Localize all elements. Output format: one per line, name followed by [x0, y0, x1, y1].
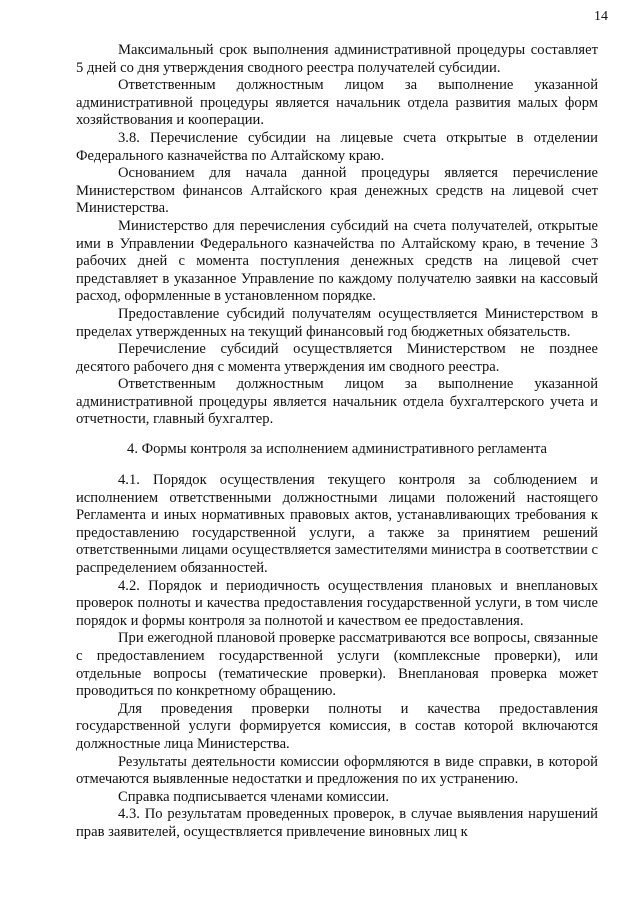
- page-number: 14: [594, 9, 608, 24]
- paragraph-results: Результаты деятельности комиссии оформляются в виде справки, в которой отмечаются выявленные недостатки и предложения по их устранению.: [76, 753, 598, 788]
- paragraph-responsible-accounting: Ответственным должностным лицом за выполнение указанной административной процедуры является начальник отдела бухгалтерского учета и отчетности, главный бухгалтер.: [76, 376, 598, 428]
- paragraph-4-1: 4.1. Порядок осуществления текущего контроля за соблюдением и исполнением ответственными должностными лицами положений настоящего Регламента и иных нормативных правовых актов, устанавливающих требования к предоставлению государственной услуги, а также за принятием решений ответственными лицами осуществляется заместителями министра в соответствии с распределением обязанностей.: [76, 472, 598, 577]
- paragraph-basis: Основанием для начала данной процедуры является перечисление Министерством финансов Алтайского края денежных средств на лицевой счет Министерства.: [76, 165, 598, 217]
- paragraph-signed: Справка подписывается членами комиссии.: [118, 788, 389, 805]
- paragraph-provision: Предоставление субсидий получателям осуществляется Министерством в пределах утвержденных на текущий финансовый год бюджетных обязательств.: [76, 305, 598, 340]
- paragraph-3-8: 3.8. Перечисление субсидии на лицевые счета открытые в отделении Федерального казначейства по Алтайскому краю.: [76, 129, 598, 164]
- document-body: [76, 42, 598, 842]
- paragraph-max-term: Максимальный срок выполнения административной процедуры составляет 5 дней со дня утверждения сводного реестра получателей субсидии.: [76, 42, 598, 76]
- section-heading: 4. Формы контроля за исполнением административного регламента: [127, 441, 547, 458]
- paragraph-annual-check: При ежегодной плановой проверке рассматриваются все вопросы, связанные с предоставлением государственной услуги (комплексные проверки), или отдельные вопросы (тематические проверки). Внеплановая проверка может проводиться по конкретному обращению.: [76, 630, 598, 700]
- paragraph-responsible-small-forms: Ответственным должностным лицом за выполнение указанной административной процедуры является начальник отдела развития малых форм хозяйствования и кооперации.: [76, 77, 598, 129]
- paragraph-4-3: 4.3. По результатам проведенных проверок, в случае выявления нарушений прав заявителей, осуществляется привлечение виновных лиц к: [76, 806, 598, 840]
- paragraph-transfer-deadline: Перечисление субсидий осуществляется Министерством не позднее десятого рабочего дня с момента утверждения им сводного реестра.: [76, 341, 598, 375]
- paragraph-4-2: 4.2. Порядок и периодичность осуществления плановых и внеплановых проверок полноты и качества предоставления государственной услуги, в том числе порядок и формы контроля за полнотой и качеством ее предоставления.: [76, 577, 598, 629]
- paragraph-ministry-transfer: Министерство для перечисления субсидий на счета получателей, открытые ими в Управлении Федерального казначейства по Алтайскому краю, в течение 3 рабочих дней с момента поступления денежных средств на лицевой счет представляет в указанное Управление по каждому получателю заявки на кассовый расход, оформленные в установленном порядке.: [76, 217, 598, 305]
- paragraph-commission: Для проведения проверки полноты и качества предоставления государственной услуги формируется комиссия, в состав которой включаются должностные лица Министерства.: [76, 700, 598, 752]
